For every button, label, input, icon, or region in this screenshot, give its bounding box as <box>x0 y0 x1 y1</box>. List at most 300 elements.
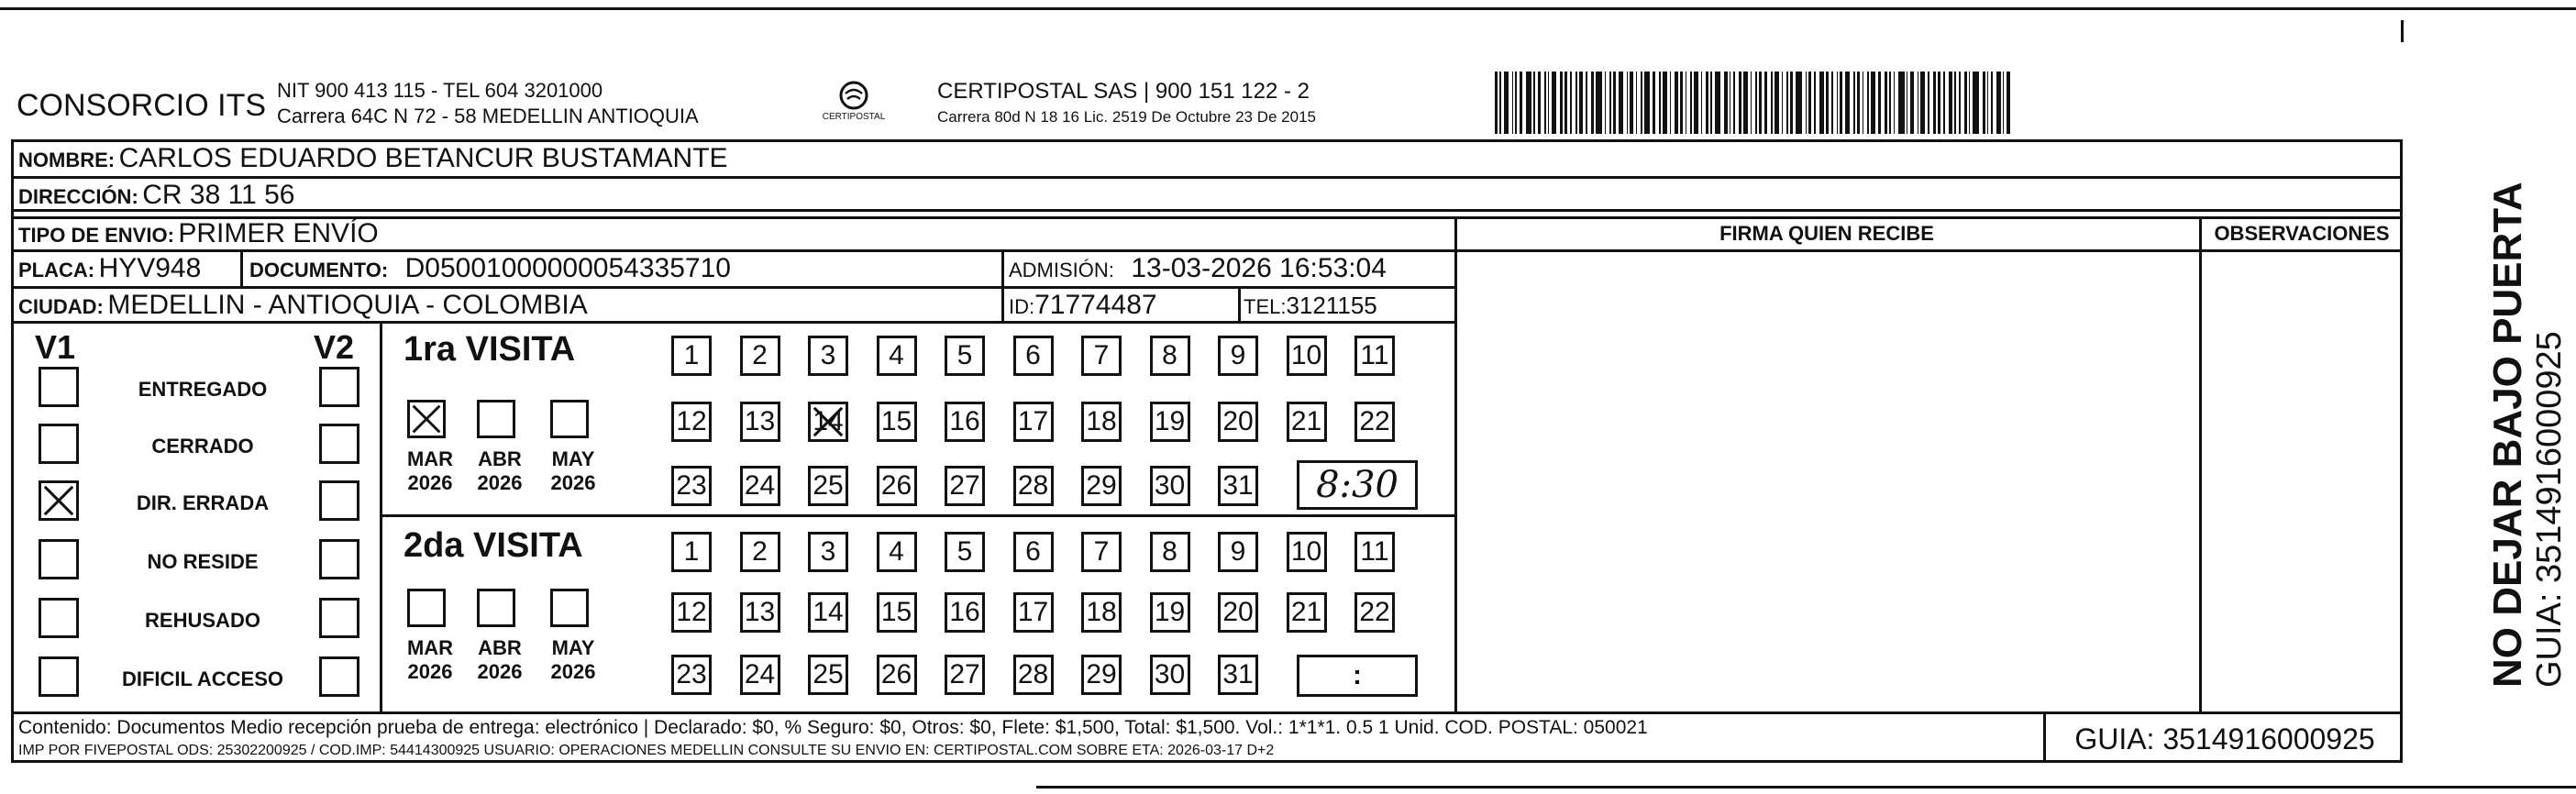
day-box[interactable] <box>1081 592 1122 633</box>
day-box[interactable] <box>1218 466 1258 506</box>
day-box[interactable] <box>671 402 712 442</box>
day-number: 23 <box>676 470 707 501</box>
barcode-bar <box>1819 72 1824 134</box>
day-box[interactable] <box>945 402 985 442</box>
day-box[interactable] <box>877 592 917 633</box>
barcode-bar <box>1710 72 1712 134</box>
tel-cell <box>1244 292 1377 320</box>
footer-imp: IMP POR FIVEPOSTAL ODS: 25302200925 / COD.IMP: 54414300925 USUARIO: OPERACIONES MEDELLIN CONSULTE SU ENVIO EN: CERTIPOSTAL.COM SOBRE ETA: 2026-03-17 D+2 <box>18 743 1275 758</box>
day-box[interactable] <box>740 336 780 376</box>
day-number: 14 <box>813 406 844 436</box>
day-box[interactable] <box>877 532 917 572</box>
barcode-bar <box>1885 72 1887 134</box>
month-checkbox[interactable] <box>407 589 446 627</box>
row-line <box>11 176 2403 179</box>
col-line <box>380 514 1456 517</box>
day-box[interactable] <box>671 466 712 506</box>
company-name: CONSORCIO ITS <box>17 88 267 123</box>
col-line <box>240 249 243 286</box>
barcode-bar <box>1898 72 1904 134</box>
barcode-bar <box>1613 72 1616 134</box>
v1-checkbox[interactable] <box>39 656 79 697</box>
col-line <box>1455 249 2403 252</box>
day-number: 5 <box>956 536 973 567</box>
barcode-bar <box>1759 72 1762 134</box>
day-number: 10 <box>1290 340 1322 370</box>
day-box[interactable] <box>877 402 917 442</box>
day-box[interactable] <box>1354 402 1395 442</box>
visit1-time-box[interactable] <box>1297 460 1418 510</box>
status-label: NO RESIDE <box>147 550 259 573</box>
day-box[interactable] <box>740 592 780 633</box>
barcode-bar <box>1996 72 2001 134</box>
month-year: 2026 <box>550 471 596 494</box>
side-text <box>2487 182 2570 688</box>
month-label: MAR <box>406 636 454 659</box>
barcode-bar <box>1808 72 1811 134</box>
footer-contenido: Contenido: Documentos Medio recepción prueba de entrega: electrónico | Declarado: $0, % Seguro: $0, Otros: $0, Flete: $1,500, Total: $1,500. Vol.: 1*1*1. 0.5 1 Unid. COD. POSTAL: 050021 <box>18 717 1648 738</box>
barcode-bar <box>1771 72 1773 134</box>
barcode-bar <box>1755 72 1757 134</box>
barcode-bar <box>1659 72 1661 134</box>
barcode-bar <box>1943 72 1945 134</box>
barcode-bar <box>1690 72 1692 134</box>
barcode-bar <box>1840 72 1842 134</box>
day-number: 21 <box>1290 406 1322 436</box>
month-checkbox[interactable] <box>550 400 589 438</box>
barcode-bar <box>1636 72 1638 134</box>
day-number: 15 <box>880 406 912 436</box>
barcode-bar <box>1515 72 1517 134</box>
company-nit: NIT 900 413 115 - TEL 604 3201000 <box>277 79 603 102</box>
barcode-bar <box>1694 72 1698 134</box>
tipo-row <box>18 218 379 249</box>
v2-checkbox[interactable] <box>319 539 359 579</box>
barcode-bar <box>1774 72 1779 134</box>
barcode-bar <box>1790 72 1793 134</box>
barcode-bar <box>1680 72 1683 134</box>
day-box[interactable] <box>1287 402 1327 442</box>
v1-checkbox[interactable] <box>39 539 79 579</box>
status-label: DIFICIL ACCESO <box>121 667 283 690</box>
barcode-bar <box>1889 72 1891 134</box>
day-box[interactable] <box>808 336 848 376</box>
barcode-bar <box>1724 72 1727 134</box>
day-box[interactable] <box>1150 336 1190 376</box>
month-label: MAR <box>406 447 454 470</box>
month-year: 2026 <box>550 660 596 683</box>
v1-checkbox[interactable] <box>39 480 79 521</box>
visit1-time: 8:30 <box>1316 464 1399 506</box>
day-box[interactable] <box>945 532 985 572</box>
v2-checkbox[interactable] <box>319 598 359 638</box>
barcode-bar <box>1907 72 1908 134</box>
side-warning: NO DEJAR BAJO PUERTA <box>2485 182 2530 688</box>
visit2-title: 2da VISITA <box>404 526 583 565</box>
day-number: 3 <box>820 536 836 567</box>
month-label: ABR <box>478 636 522 659</box>
barcode-bar <box>1918 72 1919 134</box>
day-box[interactable] <box>1150 402 1190 442</box>
direccion-row <box>18 180 294 211</box>
nombre-label: NOMBRE: <box>18 149 116 171</box>
barcode-bar <box>1733 72 1735 134</box>
day-number: 11 <box>1360 536 1389 567</box>
day-box[interactable] <box>1150 592 1190 633</box>
day-box[interactable] <box>877 466 917 506</box>
row-line <box>11 249 1455 252</box>
barcode-bar <box>1538 72 1541 134</box>
barcode-bar <box>1949 72 1953 134</box>
day-box[interactable] <box>671 532 712 572</box>
barcode-bar <box>1910 72 1913 134</box>
day-number: 31 <box>1222 659 1254 689</box>
placa-value: HYV948 <box>98 253 202 283</box>
ciudad-cell <box>18 290 588 321</box>
day-number: 13 <box>744 406 776 436</box>
barcode-bar <box>1670 72 1672 134</box>
month-label: MAY <box>551 447 595 470</box>
day-box[interactable] <box>671 655 712 695</box>
day-box[interactable] <box>1354 336 1395 376</box>
month-year: 2026 <box>477 471 523 494</box>
barcode-bar <box>1653 72 1655 134</box>
barcode-bar <box>1938 72 1940 134</box>
day-number: 7 <box>1093 536 1110 567</box>
day-number: 2 <box>752 340 768 370</box>
barcode-bar <box>1857 72 1860 134</box>
barcode-bar <box>1560 72 1563 134</box>
company-address: Carrera 64C N 72 - 58 MEDELLIN ANTIOQUIA <box>277 105 699 127</box>
day-box[interactable] <box>945 592 985 633</box>
barcode-bar <box>1675 72 1677 134</box>
day-number: 17 <box>1017 406 1049 436</box>
visit2-time: : <box>1353 660 1362 690</box>
day-number: 28 <box>1017 470 1049 501</box>
barcode-bar <box>1644 72 1650 134</box>
nombre-row <box>18 143 728 174</box>
day-number: 24 <box>744 470 776 501</box>
observaciones-label: OBSERVACIONES <box>2214 222 2390 245</box>
barcode-bar <box>1495 72 1498 134</box>
month-checkbox[interactable] <box>477 589 515 627</box>
day-box[interactable] <box>1287 532 1327 572</box>
barcode-bar <box>1619 72 1623 134</box>
barcode-bar <box>1845 72 1850 134</box>
status-label: REHUSADO <box>145 609 260 632</box>
day-box[interactable] <box>1354 592 1395 633</box>
day-number: 6 <box>1025 340 1041 370</box>
barcode-bar <box>1837 72 1839 134</box>
day-box[interactable] <box>1081 532 1122 572</box>
day-number: 21 <box>1290 597 1322 627</box>
barcode-bar <box>2003 72 2005 134</box>
barcode-bar <box>1552 72 1556 134</box>
day-number: 25 <box>813 470 844 501</box>
top-border <box>0 7 2576 10</box>
day-number: 8 <box>1162 340 1177 370</box>
col-line <box>2199 216 2202 713</box>
day-box[interactable] <box>1013 336 1054 376</box>
status-label: ENTREGADO <box>138 378 268 401</box>
barcode-bar <box>1863 72 1864 134</box>
day-number: 28 <box>1017 659 1049 689</box>
day-box[interactable] <box>740 532 780 572</box>
day-number: 9 <box>1230 340 1246 370</box>
month-label: ABR <box>478 447 522 470</box>
day-box[interactable] <box>1150 655 1190 695</box>
day-number: 1 <box>683 536 700 567</box>
day-number: 18 <box>1086 597 1117 627</box>
barcode-bar <box>1564 72 1567 134</box>
placa-label: PLACA: <box>18 259 95 281</box>
status-label: DIR. ERRADA <box>136 491 270 514</box>
id-label: ID: <box>1009 295 1035 318</box>
barcode-bar <box>1878 72 1881 134</box>
col-line <box>1001 249 1004 323</box>
barcode-bar <box>1786 72 1788 134</box>
barcode-bar <box>1871 72 1875 134</box>
day-box[interactable] <box>671 336 712 376</box>
barcode-bar <box>1751 72 1752 134</box>
admision-label: ADMISIÓN: <box>1009 259 1114 281</box>
month-year: 2026 <box>477 660 523 683</box>
day-number: 27 <box>949 659 980 689</box>
day-number: 17 <box>1017 597 1049 627</box>
barcode-bar <box>1520 72 1522 134</box>
day-number: 7 <box>1093 340 1110 370</box>
barcode-bar <box>1575 72 1577 134</box>
day-box[interactable] <box>1081 655 1122 695</box>
tel-label: TEL: <box>1244 295 1287 318</box>
barcode-bar <box>2007 72 2009 134</box>
barcode-bar <box>1591 72 1594 134</box>
barcode-bar <box>1663 72 1667 134</box>
day-box[interactable] <box>1287 336 1327 376</box>
documento-label: DOCUMENTO: <box>249 259 389 281</box>
ciudad-label: CIUDAD: <box>18 295 104 318</box>
day-number: 19 <box>1154 597 1186 627</box>
status-label: CERRADO <box>151 435 254 458</box>
v2-checkbox[interactable] <box>319 480 359 521</box>
month-checkbox[interactable] <box>550 589 589 627</box>
barcode-bar <box>1894 72 1896 134</box>
admision-value: 13-03-2026 16:53:04 <box>1131 253 1387 283</box>
v1-checkbox[interactable] <box>39 367 79 407</box>
barcode-bar <box>1782 72 1784 134</box>
barcode-bar <box>1987 72 1989 134</box>
day-box[interactable] <box>1150 466 1190 506</box>
barcode-bar <box>1730 72 1731 134</box>
barcode-bar <box>1831 72 1833 134</box>
barcode-bar <box>1715 72 1720 134</box>
barcode-bar <box>1548 72 1550 134</box>
v1-checkbox[interactable] <box>39 424 79 464</box>
col-line <box>380 321 382 713</box>
barcode-bar <box>1686 72 1687 134</box>
day-box[interactable] <box>1081 402 1122 442</box>
day-number: 26 <box>880 470 912 501</box>
barcode-bar <box>1499 72 1501 134</box>
day-box[interactable] <box>945 336 985 376</box>
day-number: 31 <box>1222 470 1254 501</box>
certipostal-logo <box>813 79 895 128</box>
day-number: 27 <box>949 470 980 501</box>
day-box[interactable] <box>1081 466 1122 506</box>
nombre-value: CARLOS EDUARDO BETANCUR BUSTAMANTE <box>118 143 728 173</box>
day-number: 20 <box>1222 597 1254 627</box>
tel-value: 3121155 <box>1286 292 1377 319</box>
day-number: 30 <box>1154 659 1186 689</box>
barcode-bar <box>1627 72 1629 134</box>
v2-checkbox[interactable] <box>319 424 359 464</box>
day-number: 14 <box>813 597 844 627</box>
placa-cell <box>18 253 201 284</box>
day-box[interactable] <box>1013 466 1054 506</box>
direccion-value: CR 38 11 56 <box>142 180 295 210</box>
day-number: 8 <box>1162 536 1177 567</box>
day-box[interactable] <box>1287 592 1327 633</box>
day-number: 29 <box>1086 470 1117 501</box>
tipo-value: PRIMER ENVÍO <box>178 218 379 248</box>
footer-guia: GUIA: 3514916000925 <box>2074 722 2375 755</box>
day-box[interactable] <box>1218 402 1258 442</box>
barcode-bar <box>1796 72 1801 134</box>
barcode-bar <box>1806 72 1808 134</box>
barcode-bar <box>1609 72 1611 134</box>
barcode-bar <box>1991 72 1993 134</box>
day-box[interactable] <box>740 402 780 442</box>
barcode-bar <box>1586 72 1587 134</box>
visit1-title: 1ra VISITA <box>404 330 576 369</box>
day-number: 11 <box>1360 340 1389 370</box>
direccion-label: DIRECCIÓN: <box>18 185 138 208</box>
barcode-bar <box>1579 72 1584 134</box>
month-checkbox[interactable] <box>477 400 515 438</box>
barcode-bar <box>1928 72 1929 134</box>
day-box[interactable] <box>740 655 780 695</box>
barcode-bar <box>1743 72 1748 134</box>
day-box[interactable] <box>808 402 848 442</box>
day-number: 5 <box>956 340 973 370</box>
admision-cell <box>1009 253 1387 284</box>
day-box[interactable] <box>808 466 848 506</box>
day-number: 6 <box>1025 536 1041 567</box>
day-box[interactable] <box>1218 655 1258 695</box>
day-box[interactable] <box>1013 532 1054 572</box>
day-number: 16 <box>949 406 980 436</box>
barcode-bar <box>1544 72 1546 134</box>
day-box[interactable] <box>877 655 917 695</box>
right-edge-mark <box>2401 20 2404 42</box>
day-number: 12 <box>676 597 707 627</box>
v2-checkbox[interactable] <box>319 656 359 697</box>
day-number: 13 <box>744 597 776 627</box>
barcode-icon <box>1495 72 2227 134</box>
col-line <box>2043 711 2046 763</box>
day-box[interactable] <box>1354 532 1395 572</box>
day-box[interactable] <box>877 336 917 376</box>
barcode-bar <box>1826 72 1829 134</box>
barcode-bar <box>1764 72 1767 134</box>
day-box[interactable] <box>945 655 985 695</box>
day-number: 22 <box>1359 597 1390 627</box>
day-number: 4 <box>889 340 904 370</box>
day-box[interactable] <box>671 592 712 633</box>
ciudad-value: MEDELLIN - ANTIOQUIA - COLOMBIA <box>107 290 588 320</box>
barcode-bar <box>1964 72 1967 134</box>
visit2-time-box[interactable] <box>1297 655 1418 697</box>
barcode-bar <box>1533 72 1535 134</box>
day-number: 23 <box>676 659 707 689</box>
barcode-bar <box>1605 72 1607 134</box>
month-checkbox[interactable] <box>407 400 446 438</box>
day-number: 9 <box>1230 536 1246 567</box>
barcode-bar <box>1814 72 1816 134</box>
day-number: 3 <box>820 340 836 370</box>
v2-checkbox[interactable] <box>319 367 359 407</box>
day-number: 24 <box>744 659 776 689</box>
day-number: 1 <box>683 340 700 370</box>
day-box[interactable] <box>808 592 848 633</box>
day-box[interactable] <box>740 466 780 506</box>
v1-checkbox[interactable] <box>39 598 79 638</box>
day-box[interactable] <box>808 532 848 572</box>
barcode-bar <box>1504 72 1509 134</box>
day-box[interactable] <box>1013 402 1054 442</box>
barcode-bar <box>1570 72 1572 134</box>
day-number: 18 <box>1086 406 1117 436</box>
day-number: 16 <box>949 597 980 627</box>
barcode-bar <box>1853 72 1855 134</box>
barcode-bar <box>1526 72 1531 134</box>
day-box[interactable] <box>1081 336 1122 376</box>
month-year: 2026 <box>407 471 453 494</box>
day-box[interactable] <box>1218 592 1258 633</box>
barcode-bar <box>1701 72 1703 134</box>
barcode-bar <box>1959 72 1961 134</box>
day-box[interactable] <box>945 466 985 506</box>
day-number: 25 <box>813 659 844 689</box>
barcode-bar <box>1954 72 1956 134</box>
barcode-bar <box>1739 72 1741 134</box>
day-number: 15 <box>880 597 912 627</box>
barcode-bar <box>1920 72 1925 134</box>
day-number: 22 <box>1359 406 1390 436</box>
day-number: 30 <box>1154 470 1186 501</box>
barcode-bar <box>1630 72 1632 134</box>
day-box[interactable] <box>808 655 848 695</box>
day-box[interactable] <box>1013 592 1054 633</box>
day-number: 29 <box>1086 659 1117 689</box>
barcode-bar <box>1973 72 1978 134</box>
day-number: 4 <box>889 536 904 567</box>
barcode-bar <box>1596 72 1601 134</box>
id-cell <box>1009 290 1157 321</box>
day-box[interactable] <box>1150 532 1190 572</box>
col-line <box>1454 216 1457 713</box>
day-box[interactable] <box>1013 655 1054 695</box>
logo-caption: CERTIPOSTAL <box>822 112 886 122</box>
day-number: 20 <box>1222 406 1254 436</box>
day-number: 10 <box>1290 536 1322 567</box>
day-box[interactable] <box>1218 532 1258 572</box>
day-number: 19 <box>1154 406 1186 436</box>
row-line <box>11 209 2403 212</box>
barcode-bar <box>1983 72 1985 134</box>
day-box[interactable] <box>1218 336 1258 376</box>
firma-label: FIRMA QUIEN RECIBE <box>1719 222 1934 245</box>
